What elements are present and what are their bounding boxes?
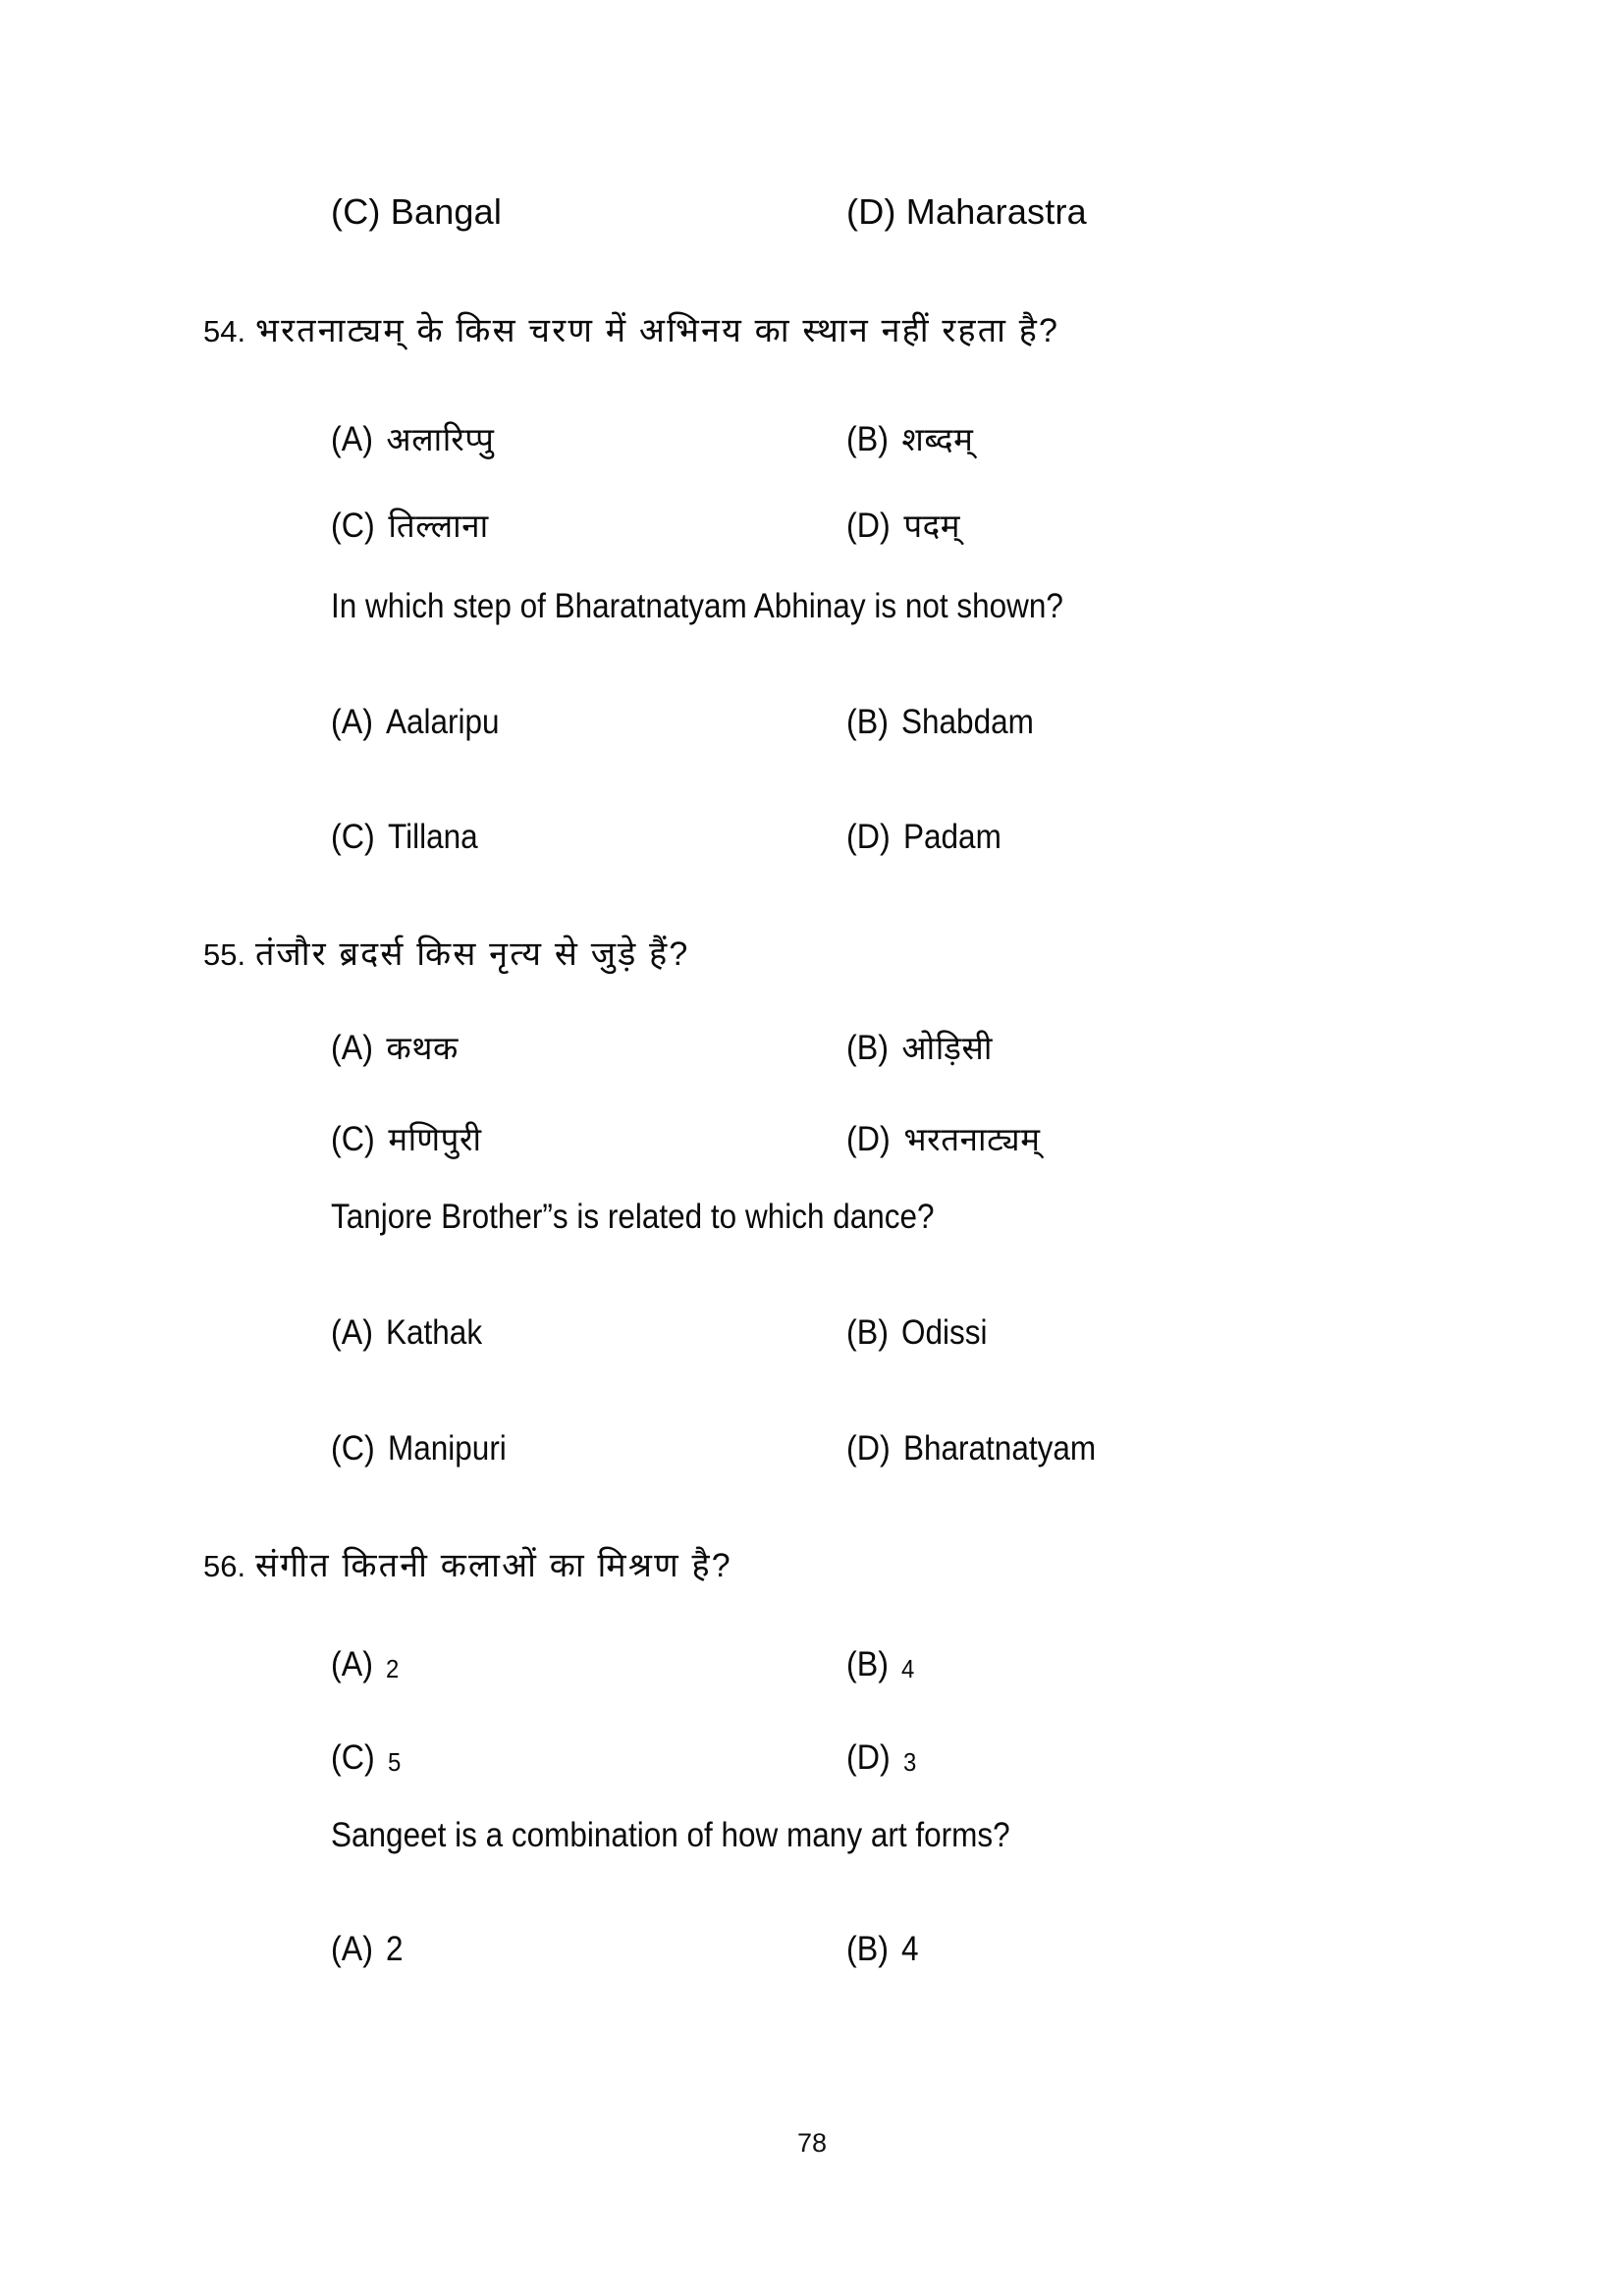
question-56-english-option-a xyxy=(331,1932,406,1966)
option-tag: (C) xyxy=(331,1429,375,1468)
option-value: Maharastra xyxy=(905,191,1087,232)
question-55-hindi-text xyxy=(203,937,690,971)
question-number: 55. xyxy=(203,937,246,972)
option-tag: (D) xyxy=(846,191,896,232)
option-value: 3 xyxy=(903,1747,917,1777)
question-54-hindi-option-b xyxy=(846,422,973,456)
question-54-hindi-option-c xyxy=(331,508,489,543)
option-tag: (A) xyxy=(331,1029,373,1067)
question-text: तंजौर ब्रदर्स किस नृत्य से जुड़े हैं? xyxy=(254,935,690,973)
question-55-english-option-a xyxy=(331,1315,493,1350)
option-value: Bharatnatyam xyxy=(903,1429,1097,1468)
option-tag: (C) xyxy=(331,818,375,856)
question-54-hindi-option-d xyxy=(846,508,960,543)
question-56-english-text: Sangeet is a combination of how many art forms? xyxy=(331,1816,1010,1854)
option-tag: (C) xyxy=(331,507,375,545)
option-value: 5 xyxy=(388,1747,402,1777)
question-55-english-option-d xyxy=(846,1431,1117,1466)
question-55-hindi-option-a xyxy=(331,1031,459,1065)
question-56-hindi-option-a xyxy=(331,1647,401,1682)
question-55-english-option-c xyxy=(331,1431,520,1466)
question-number: 54. xyxy=(203,314,246,348)
option-tag: (B) xyxy=(846,1029,889,1067)
option-tag: (D) xyxy=(846,818,891,856)
option-value: Manipuri xyxy=(388,1429,508,1468)
question-54-english-option-b xyxy=(846,705,1049,739)
question-55-hindi-option-c xyxy=(331,1122,482,1156)
carryover-option-d xyxy=(846,191,1087,232)
question-54-hindi-option-a xyxy=(331,422,494,456)
question-text: संगीत कितनी कलाओं का मिश्रण है? xyxy=(254,1547,732,1584)
option-tag: (B) xyxy=(846,1645,889,1683)
option-value: शब्दम् xyxy=(901,421,974,457)
option-value: Bangal xyxy=(390,191,503,232)
option-value: अलारिप्पु xyxy=(386,421,495,457)
option-tag: (B) xyxy=(846,1930,889,1968)
question-56-hindi-option-d xyxy=(846,1740,918,1775)
option-value: Shabdam xyxy=(901,703,1035,741)
option-value: Odissi xyxy=(901,1313,988,1352)
question-number: 56. xyxy=(203,1549,246,1583)
option-tag: (C) xyxy=(331,1120,375,1158)
question-55-hindi-option-b xyxy=(846,1031,993,1065)
option-value: मणिपुरी xyxy=(388,1121,482,1157)
option-tag: (C) xyxy=(331,1738,375,1777)
option-value: 4 xyxy=(901,1930,919,1968)
option-tag: (D) xyxy=(846,1738,891,1777)
page-number: 78 xyxy=(796,2128,828,2158)
option-tag: (D) xyxy=(846,507,891,545)
question-54-hindi-text xyxy=(203,314,1059,347)
question-55-english-option-b xyxy=(846,1315,998,1350)
option-tag: (D) xyxy=(846,1120,891,1158)
option-value: Aalaripu xyxy=(386,703,500,741)
option-value: Kathak xyxy=(386,1313,483,1352)
option-value: पदम् xyxy=(903,507,961,544)
option-value: Padam xyxy=(903,818,1002,856)
question-55-english-text: Tanjore Brother”s is related to which dance? xyxy=(331,1198,935,1236)
option-value: कथक xyxy=(386,1030,459,1066)
option-value: भरतनाट्यम् xyxy=(903,1121,1041,1157)
option-value: ओड़िसी xyxy=(901,1030,994,1066)
question-54-english-option-d xyxy=(846,820,1012,854)
option-tag: (A) xyxy=(331,1930,373,1968)
option-tag: (B) xyxy=(846,420,889,458)
option-value: 2 xyxy=(386,1930,404,1968)
option-tag: (A) xyxy=(331,1313,373,1352)
question-56-hindi-text xyxy=(203,1549,732,1582)
option-value: तिल्लाना xyxy=(388,507,489,544)
question-54-english-option-a xyxy=(331,705,513,739)
option-tag: (B) xyxy=(846,1313,889,1352)
option-tag: (A) xyxy=(331,703,373,741)
question-56-hindi-option-c xyxy=(331,1740,403,1775)
option-tag: (A) xyxy=(331,1645,373,1683)
question-54-english-option-c xyxy=(331,820,488,854)
option-tag: (D) xyxy=(846,1429,891,1468)
question-text: भरतनाट्यम् के किस चरण में अभिनय का स्थान नहीं रहता है? xyxy=(254,312,1060,349)
option-value: 4 xyxy=(901,1654,915,1683)
option-tag: (B) xyxy=(846,703,889,741)
question-54-english-text: In which step of Bharatnatyam Abhinay is not shown? xyxy=(331,587,1063,625)
option-tag: (C) xyxy=(331,191,381,232)
question-56-hindi-option-b xyxy=(846,1647,916,1682)
option-value: Tillana xyxy=(388,818,478,856)
option-value: 2 xyxy=(386,1654,400,1683)
question-56-english-option-b xyxy=(846,1932,921,1966)
question-55-hindi-option-d xyxy=(846,1122,1041,1156)
option-tag: (A) xyxy=(331,420,373,458)
carryover-option-c xyxy=(331,191,503,232)
